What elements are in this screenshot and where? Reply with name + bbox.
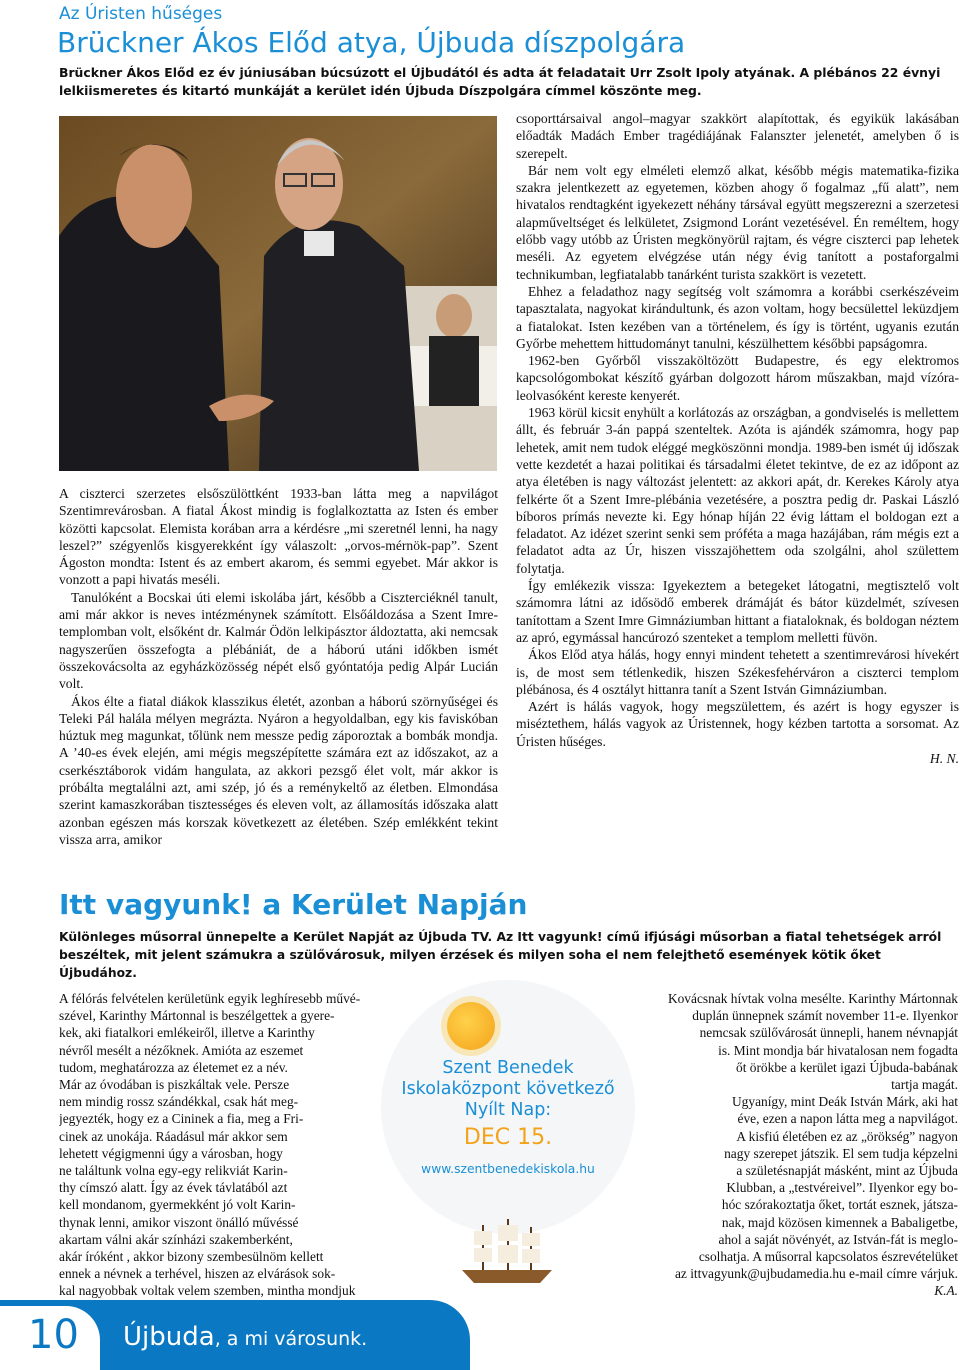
text-line: kell mondanom, gyermekként jó volt Karin- <box>59 1197 296 1213</box>
text-line: thy címszó alatt. Így az évek távlatából azt <box>59 1180 288 1196</box>
article2-lead: Különleges műsorral ünnepelte a Kerület Napját az Újbuda TV. Az Itt vagyunk! című ifjúsági műsorban a fiatal tehetségek arról beszéltek, mit jelent számukra a szülővárosuk, milyen érzések és milyen soha el nem felejthető események kötik őket Újbudához. <box>59 930 942 980</box>
text-line: akár íróként , akkor bizony szembesülnöm kellett <box>59 1249 324 1265</box>
ship-icon <box>452 1215 562 1287</box>
paragraph: Ákos Előd atya hálás, hogy ennyi mindent tehetett a szentimrevárosi hívekért is, de most sem tétlenkedik, hiszen Székesfehérváron a ciszterci templom plébánosa, és 4 osztályt hittanra tanít a Szent István Gimnáziumban. <box>516 647 959 697</box>
paragraph: Bár nem volt egy elméleti elemző alkat, később mégis matematika-fizika szakra jelentkezett az egyetemen, közben ahogy ő fogalmaz „fű alatt”, nem hivatalos rendtagként igyekezett néhány társával együtt megszerezni a szerzetesi alapműveltséget és lelkületet, Zsigmond Loránt vezetésével. Én reméltem, hogy előbb vagy utóbb az Úristen megkönyörül rajtam, és végre ciszterci pap lehetek meséli. Az egyetem elvégzése után négy évig tanított a postaforgalmi technikumban, legfiatalabb tanárként turista szakkört is vezetett. <box>516 162 959 282</box>
text-line: A kisfiú életében ez az „örökség” nagyon <box>736 1128 958 1144</box>
page-number-tab <box>0 1306 100 1370</box>
advert-line: Nyílt Nap: <box>464 1100 552 1120</box>
paragraph: 1962-ben Győrből visszaköltözött Budapestre, és egy elektromos kapcsológombokat készítő gyárban dolgozott három műszakban, majd vízóra-leolvasóként kereste kenyerét. <box>516 353 959 403</box>
paragraph: csoporttársaival angol–magyar szakkört alapítottak, és egyikük lakásában előadták Madách Ember tragédiájának Falanszter jelenetét, amelyben ő is szerepelt. <box>516 111 959 161</box>
text-line: kal nagyobbak voltak velem szemben, mintha mondjuk <box>59 1283 356 1299</box>
text-line: jegyezték, hogy ez a Cininek a fia, meg a Fri- <box>59 1111 304 1127</box>
article-photo <box>59 116 497 471</box>
text-line: nemcsak szülővárosát ünnepli, hanem névnapját <box>699 1025 958 1041</box>
article-lead: Brückner Ákos Előd ez év júniusában búcsúzott el Újbudától és adta át feladatait Urr Zsolt Ipoly atyának. A plébános 22 évnyi lelkiismeretes és kitartó munkáját a kerület idén Újbuda Díszpolgára címmel köszönte meg. <box>59 65 941 98</box>
text-line: lehetett végigmenni úgy a városban, hogy <box>59 1145 283 1161</box>
footer-slogan <box>123 1322 367 1352</box>
text-line: ennek a névnek a terhével, hiszen az elvárások sok- <box>59 1266 336 1282</box>
text-line: éve, ezen a napon látta meg a napvilágot. <box>737 1111 958 1127</box>
paragraph: Így emlékezik vissza: Igyekeztem a betegeket látogatni, megtisztelő volt számomra látni az idősödő emberek drámáját és bátor küzdelmét, szívesen tanítottam a Szent Imre Gimnáziumban hittant a fiataloknak, és boldogan néztem az apró, egymással hancúrozó szenteket a templom melletti füvön. <box>516 578 959 645</box>
section-rubric: Az Úristen hűséges <box>59 4 223 24</box>
advert-line: Szent Benedek <box>442 1058 574 1078</box>
author-signature: H. N. <box>929 750 959 766</box>
text-line: nagy szerepet játszik. El sem tudja képzelni <box>724 1145 958 1161</box>
paragraph: Ákos élte a fiatal diákok klasszikus életét, azonban a háború szörnyűségei és Teleki Pál halála mélyen megrázta. Nyáron a hegyoldalban, egy kis faviskóban húztuk meg magunkat, tőlünk nem messze pedig záporoztak a bombák mondja. A ’40-es évek elején, ami mégis megszépítette számára ezt az időszakot, az a cserkésztáborok vidám hangulata, az akkori pezsgő élet volt, már akkor is próbálta megtalálni azt, ami szép, jó és a reménykeltő az életben. Elmondása szerint kamaszkorában tisztességes és eleven volt, az államosítás időszaka alatt azonban egészen más korszak következett az életében. Szép emlékként tekint vissza arra, amikor <box>59 693 498 847</box>
text-line: Ugyanígy, mint Deák István Márk, aki hat <box>732 1094 958 1110</box>
text-line: Kovácsnak hívtak volna mesélte. Karinthy Mártonnak <box>667 991 958 1006</box>
text-line: is. Mint mondja bár hivatalosan nem fogadta <box>718 1042 958 1058</box>
sun-icon <box>447 1002 495 1050</box>
advert-line: Iskolaközpont következő <box>401 1079 615 1099</box>
text-line: nak, majd közösen kimennek a Babaligetbe, <box>721 1214 958 1230</box>
text-line: duplán ünnepnek számít november 11-e. Ilyenkor <box>692 1008 958 1024</box>
text-line: névről mesélt a nézőknek. Amióta az eszemet <box>59 1042 304 1058</box>
text-line: tartja magát. <box>891 1077 958 1093</box>
text-line: Már az óvodában is piszkáltak vele. Persze <box>59 1077 290 1093</box>
article-title: Brückner Ákos Előd atya, Újbuda díszpolgára <box>57 26 686 59</box>
slogan-rest: , a mi városunk. <box>214 1328 368 1350</box>
page-number: 10 <box>28 1312 79 1358</box>
paragraph: Tanulóként a Bocskai úti elemi iskolába járt, később a Ciszterciéknél tanult, ami már akkor is neves intézménynek számított. Elsőáldozása a Szent Imre-templomban volt, elsőként dr. Kalmár Ödön lelkipásztor áldoztatta, aki nemcsak nagyszerűen összefogta a plébániát, de a háború utáni időkben ismét összekovácsolta az egyházközösség népét első gyóntatója pedig Alpár Lucián volt. <box>59 589 498 692</box>
text-line: kek, aki fiatalkori emlékeiről, illetve a Karinthy <box>59 1025 315 1041</box>
paragraph: Ehhez a feladathoz nagy segítség volt számomra a korábbi cserkészéveim tapasztalata, nagyokat kirándultunk, és azon voltam, hogy becsülettel leküzdjem a fiatalokat. Isten kezében van a történelem, és így is történt, ugyanis ezután Győrbe mehettem hittudományt tanulni, készülhettem későbbi papságomra. <box>516 283 959 351</box>
text-line: az ittvagyunk@ujbudamedia.hu e-mail címre várjuk. <box>674 1266 958 1282</box>
text-line: csolhatja. A műsorral kapcsolatos észrevételüket <box>698 1249 958 1265</box>
text-line: szével, Karinthy Mártonnal is beszélgettek a gyere- <box>59 1008 335 1024</box>
text-line: tudom, meghatározza az életemet ez a név. <box>59 1059 288 1075</box>
article-column-right <box>516 110 959 767</box>
text-line: akartam válni akár színházi szakemberként, <box>59 1231 293 1247</box>
photo-handshake-image <box>59 116 497 471</box>
slogan-main: Újbuda <box>123 1322 215 1352</box>
paragraph: A ciszterci szerzetes elsőszülöttként 1933-ban látta meg a napvilágot Szentimrevárosban. A fiatal Ákost mindig is foglalkoztatta az Isten és ember közötti kapcsolat. Elemista korában arra a kérdésre „mi szeretnél lenni, ha nagy leszel?” szégyenlős kisgyerekként így válaszolt: „orvos-mérnök-pap”. Szent Ágoston mondta: Istent és az embert akarom, és semmi egyebet. Már akkor is vonzott a papi hivatás meséli. <box>59 486 498 588</box>
text-line: hóc szórakoztatja őket, tortát esznek, játsza- <box>721 1197 958 1213</box>
text-line: thynak lenni, amikor viszont önálló művéssé <box>59 1214 299 1230</box>
article2-column-right <box>580 990 958 1300</box>
article2-title: Itt vagyunk! a Kerület Napján <box>59 888 528 921</box>
text-line: Klubban, a „testvéreivel”. Ilyenkor egy bo- <box>726 1180 958 1196</box>
text-line: nem mindig rossz szándékkal, csak hát meg- <box>59 1094 299 1110</box>
text-line: őt örökbe a kerület igazi Újbuda-babának <box>736 1059 958 1075</box>
author-signature: K.A. <box>934 1283 958 1299</box>
article-column-left <box>59 485 498 848</box>
advert-date: DEC 15. <box>463 1125 553 1150</box>
advert-url-link[interactable]: www.szentbenedekiskola.hu <box>421 1162 595 1176</box>
text-line: ahol a saját növényét, az István-fát is meglo- <box>718 1231 958 1247</box>
paragraph: 1963 körül kicsit enyhült a korlátozás az országban, a gondviselés is mellettem állt, és február 3-án pappá szenteltek. Azóta is ajándék számomra, hogy pap lehetek, amit nem tudok eléggé megköszönni mondja. 1989-ben ismét új időszak vette kezdetét a hazai politikai és társadalmi életet tekintve, de ez az időpont az atya életében is nagy változást jelentett: az akkori apát, dr. Kerekes Károly atya felkérte őt a Szent Imre-plébánia vezetésére, a posztra pedig dr. Paskai László bíboros prímás nevezte ki. Egy hónap híján 22 évig láttam el boldogan ezt a feladatot. Az idézet szerint senki sem próféta a maga hazájában, rám mégis ezt a feladatot adta az Úr, hiszen visszajöhettem oda szolgálni, ahol születtem folytatja. <box>516 405 959 576</box>
text-line: cinek az unokája. Ráadásul már akkor sem <box>59 1128 288 1144</box>
text-line: a születésnapját másként, mint az Újbuda <box>736 1163 958 1179</box>
text-line: ne találtunk volna egy-egy relikviát Karin- <box>59 1163 288 1179</box>
text-line: A félórás felvételen kerületünk egyik leghíresebb művé- <box>59 991 361 1006</box>
paragraph: Azért is hálás vagyok, hogy megszülettem, és azért is hogy egyszer is miséztethem, hálás vagyok az Úristennek, hogy kézben tartotta a sorsomat. Az Úristen hűséges. <box>516 699 959 749</box>
